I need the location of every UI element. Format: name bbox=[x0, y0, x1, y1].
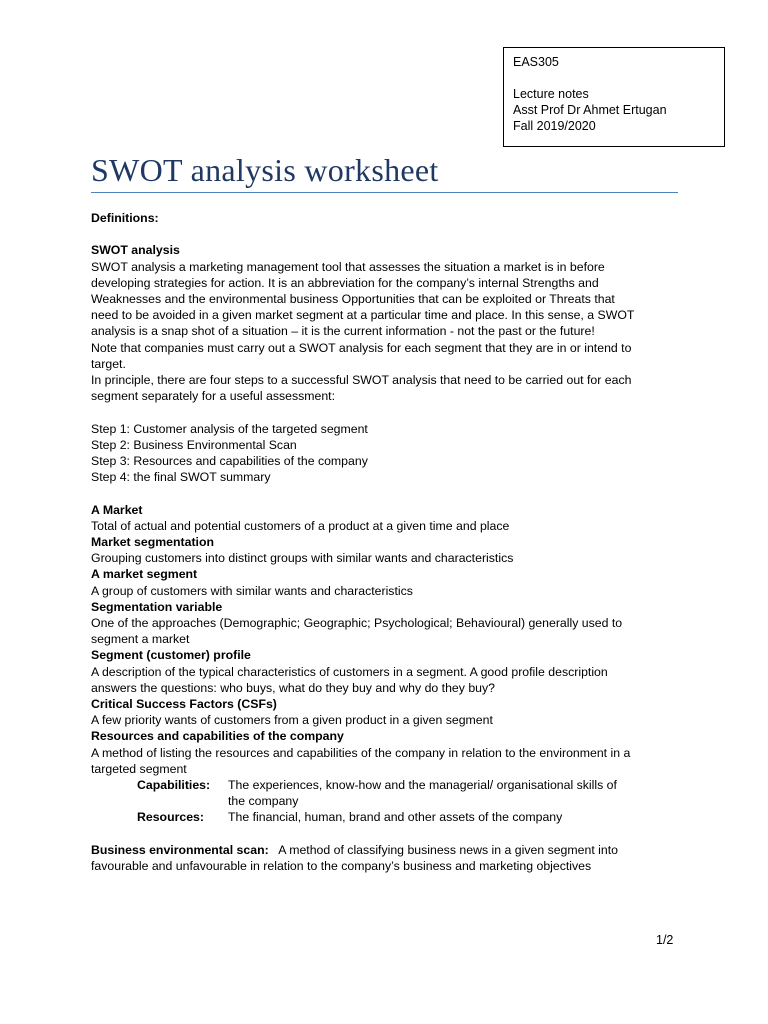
term-definition: segment a market bbox=[91, 632, 190, 647]
term-definition: A group of customers with similar wants and characteristics bbox=[91, 583, 413, 598]
resources-text: The financial, human, brand and other assets of the company bbox=[228, 810, 563, 825]
term-definition: A few priority wants of customers from a given product in a given segment bbox=[91, 713, 493, 728]
resources-label: Resources: bbox=[137, 810, 204, 825]
paragraph-line: Note that companies must carry out a SWOT analysis for each segment that they are in or intend to bbox=[91, 340, 632, 355]
term-heading: A market segment bbox=[91, 567, 198, 582]
step-item: Step 3: Resources and capabilities of the company bbox=[91, 454, 368, 469]
capabilities-line: the company bbox=[228, 794, 299, 809]
spacer bbox=[91, 826, 681, 842]
term-heading: Critical Success Factors (CSFs) bbox=[91, 697, 277, 712]
resources-row bbox=[137, 809, 681, 825]
capabilities-label: Capabilities: bbox=[137, 778, 211, 793]
swot-heading: SWOT analysis bbox=[91, 243, 180, 258]
definitions-heading: Definitions: bbox=[91, 211, 159, 225]
step-item: Step 4: the final SWOT summary bbox=[91, 470, 271, 485]
title-underline bbox=[91, 192, 678, 193]
term-definition: A description of the typical characteristics of customers in a segment. A good profile description bbox=[91, 664, 608, 679]
spacer bbox=[91, 404, 681, 420]
course-info-box bbox=[503, 47, 725, 147]
spacer bbox=[91, 485, 681, 501]
course-code: EAS305 bbox=[513, 55, 559, 69]
scan-label: Business environmental scan: bbox=[91, 842, 269, 857]
step-item: Step 1: Customer analysis of the targeted segment bbox=[91, 421, 368, 436]
scan-definition bbox=[91, 842, 681, 858]
paragraph-line: developing strategies for action. It is an abbreviation for the company’s internal Strengths and bbox=[91, 275, 599, 290]
page-number: 1/2 bbox=[656, 933, 674, 947]
course-term: Fall 2019/2020 bbox=[513, 119, 596, 133]
paragraph-line: In principle, there are four steps to a successful SWOT analysis that need to be carried out for each bbox=[91, 373, 632, 388]
term-definition: A method of listing the resources and capabilities of the company in relation to the environment in a bbox=[91, 745, 631, 760]
term-definition: Grouping customers into distinct groups with similar wants and characteristics bbox=[91, 551, 514, 566]
term-definition: One of the approaches (Demographic; Geographic; Psychological; Behavioural) generally used to bbox=[91, 616, 623, 631]
paragraph-line: segment separately for a useful assessment: bbox=[91, 389, 336, 404]
term-heading: Market segmentation bbox=[91, 535, 214, 550]
term-definition: answers the questions: who buys, what do they buy and why do they buy? bbox=[91, 680, 495, 695]
capabilities-line: The experiences, know-how and the managerial/ organisational skills of bbox=[228, 778, 617, 793]
term-definition: Total of actual and potential customers of a product at a given time and place bbox=[91, 518, 510, 533]
term-heading: Segmentation variable bbox=[91, 599, 223, 614]
paragraph-line: analysis is a snap shot of a situation – it is the current information - not the past or the future! bbox=[91, 324, 595, 339]
step-item: Step 2: Business Environmental Scan bbox=[91, 437, 297, 452]
course-info-line: Lecture notes bbox=[513, 87, 589, 101]
spacer bbox=[91, 226, 681, 242]
document-body bbox=[91, 210, 681, 874]
term-heading: Segment (customer) profile bbox=[91, 648, 251, 663]
scan-text: A method of classifying business news in a given segment into bbox=[268, 842, 618, 857]
page-title: SWOT analysis worksheet bbox=[91, 152, 439, 188]
term-definition: targeted segment bbox=[91, 761, 187, 776]
capabilities-row bbox=[137, 777, 681, 809]
scan-definition-line: favourable and unfavourable in relation to the company’s business and marketing objectives bbox=[91, 859, 592, 874]
capabilities-text bbox=[228, 777, 681, 809]
paragraph-line: Weaknesses and the environmental business Opportunities that can be exploited or Threats that bbox=[91, 292, 615, 306]
term-heading: Resources and capabilities of the company bbox=[91, 729, 344, 744]
paragraph-line: need to be avoided in a given market segment at a particular time and place. In this sense, a SWOT bbox=[91, 308, 635, 323]
term-heading: A Market bbox=[91, 502, 143, 517]
course-instructor: Asst Prof Dr Ahmet Ertugan bbox=[513, 103, 667, 117]
paragraph-line: target. bbox=[91, 356, 126, 371]
paragraph-line: SWOT analysis a marketing management tool that assesses the situation a market is in before bbox=[91, 259, 605, 274]
